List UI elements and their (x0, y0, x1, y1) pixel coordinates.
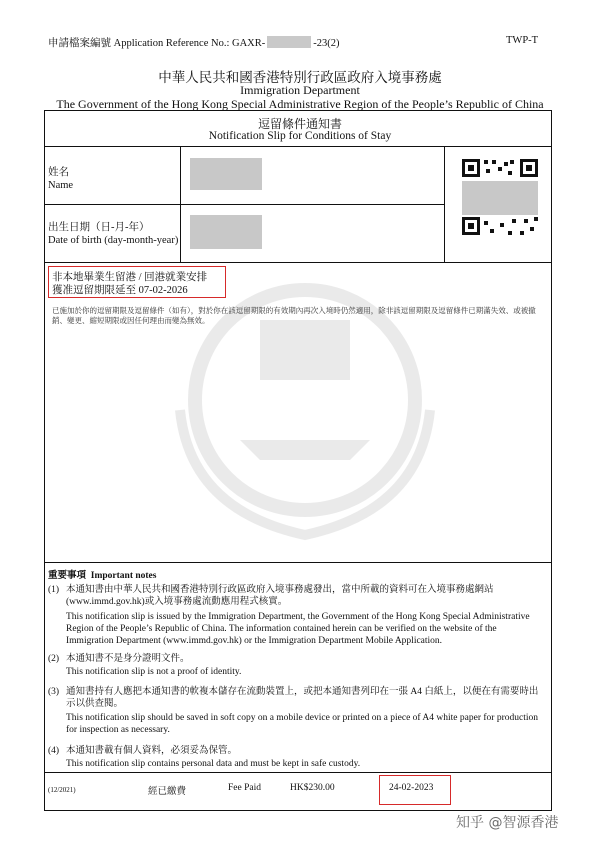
department-title-en: Immigration Department (240, 83, 360, 97)
arrangement-text: 非本地畢業生留港 / 回港就業安排 (52, 272, 208, 283)
important-notes-title: 重要事項 Important notes (48, 571, 157, 581)
form-code: TWP-T (506, 35, 539, 46)
government-title: The Government of the Hong Kong Special Administrative Region of the People’s Republic of China (56, 97, 544, 111)
note-zh: 本通知書由中華人民共和國香港特別行政區政府入境事務處發出，當中所載的資料可在入境事務處網站(www.immd.gov.hk)或入境事務處流動應用程式核實。 (66, 585, 494, 607)
reference-suffix: -23(2) (313, 38, 340, 49)
divider (444, 146, 445, 262)
divider (44, 772, 552, 773)
reference-label: 申請檔案編號 Application Reference No.: (48, 38, 230, 49)
qr-code-icon (460, 157, 540, 237)
note-en: This notification slip is issued by the Immigration Department, the Government of the Hong Kong Special Administrative Region of the People’s Republic of China. The information contained herein can be verified on the website of the Immigration Department (www.immd.gov.hk) or the Immigration Department Mobile Application. (66, 612, 530, 646)
note-en: This notification slip contains personal data and must be kept in safe custody. (66, 759, 361, 769)
slip-title-en: Notification Slip for Conditions of Stay (208, 130, 392, 142)
note-number: (1) (48, 585, 60, 595)
dob-value-redacted (190, 215, 262, 249)
note-number: (2) (48, 654, 60, 664)
name-label: 姓名 Name (48, 167, 74, 191)
note-en: This notification slip should be saved in soft copy on a mobile device or printed on a piece of A4 white paper for production for inspection as necessary. (66, 713, 538, 735)
redacted-mask (267, 36, 311, 48)
fee-amount: HK$230.00 (290, 783, 335, 793)
source-watermark: 知乎 @智源香港 (456, 815, 559, 831)
extension-date-text: 獲准逗留期限延至 07-02-2026 (52, 285, 188, 296)
fee-paid-zh: 經已繳費 (148, 787, 187, 797)
conditions-fine-print: 已施加於你的逗留期限及逗留條件（如有），對於你在該逗留期限的有效期內再次入境時仍然適用，除非該逗留期限及逗留條件已期滿失效、或被撤銷、變更、縮短期限或因任何理由而變為無效。 (52, 306, 536, 325)
note-en: This notification slip is not a proof of identity. (66, 667, 242, 677)
note-zh: 通知書持有人應把本通知書的軟複本儲存在流動裝置上，或把本通知書列印在一張 A4 白紙上，以便在有需要時出示以供查閱。 (66, 687, 539, 709)
note-number: (4) (48, 746, 60, 756)
note-number: (3) (48, 687, 60, 697)
form-revision: (12/2021) (48, 786, 76, 794)
fee-paid-en: Fee Paid (228, 783, 261, 793)
name-value-redacted (190, 158, 262, 190)
dob-label: 出生日期（日-月-年） Date of birth (day-month-year) (48, 222, 179, 246)
divider (44, 204, 444, 205)
issue-date: 24-02-2023 (389, 783, 434, 793)
immigration-emblem-watermark (120, 260, 490, 560)
note-zh: 本通知書載有個人資料，必須妥為保管。 (66, 746, 238, 756)
application-reference (48, 35, 340, 50)
note-zh: 本通知書不是身分證明文件。 (66, 654, 190, 664)
reference-prefix: GAXR- (232, 38, 266, 49)
divider (44, 146, 552, 147)
divider (44, 562, 552, 563)
slip-title-zh: 逗留條件通知書 (257, 117, 342, 131)
divider (180, 146, 181, 262)
department-title-zh: 中華人民共和國香港特別行政區政府入境事務處 (158, 70, 442, 85)
